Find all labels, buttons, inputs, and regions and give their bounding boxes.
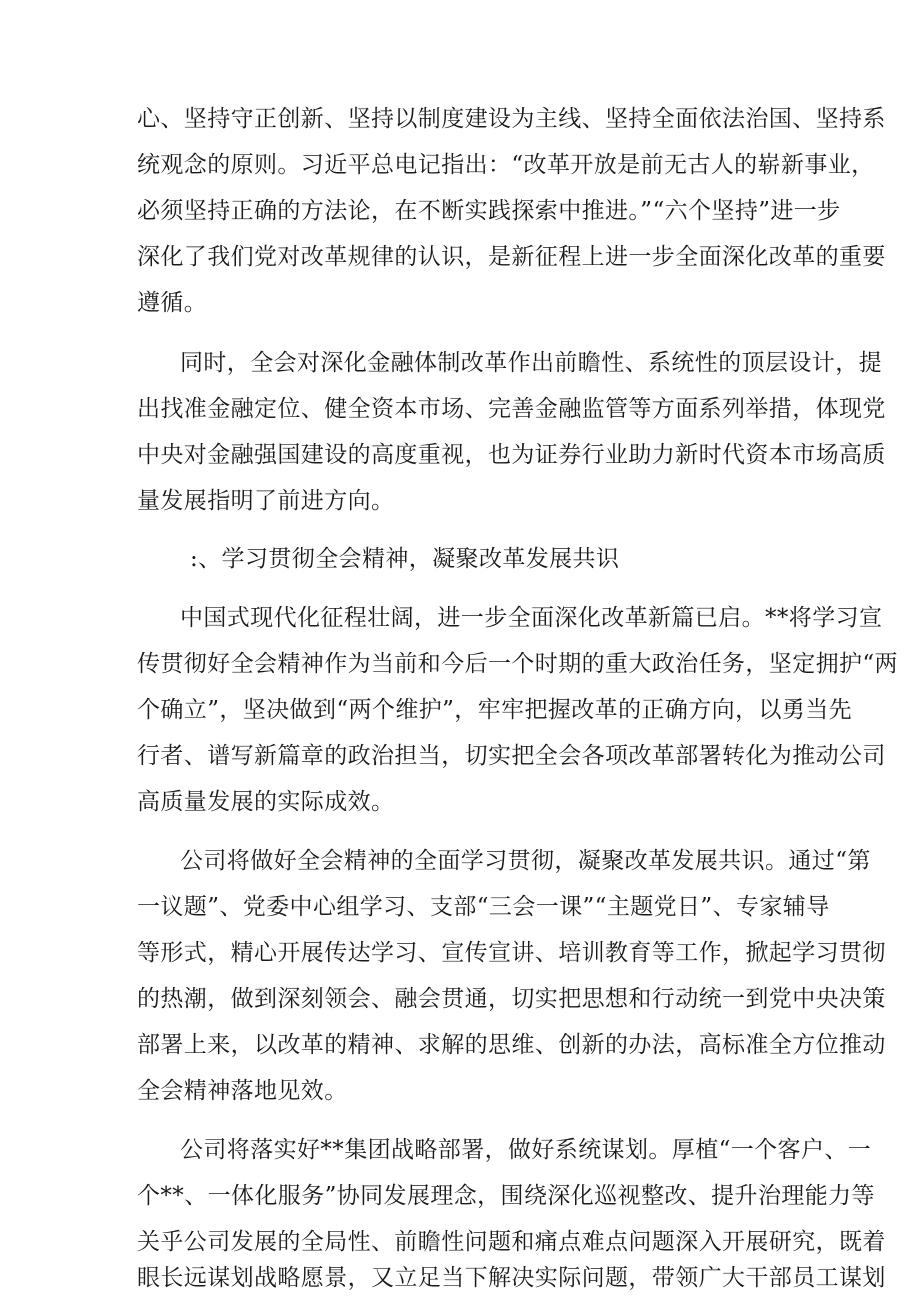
text-line: 量发展指明了前进方向。	[137, 488, 395, 514]
paragraph-start: 中国式现代化征程壮阔，进一步全面深化改革新篇已启。**将学习宣	[180, 605, 883, 631]
text-line: 深化了我们党对改革规律的认识，是新征程上进一步全面深化改革的重要	[137, 244, 886, 270]
section-heading: :、学习贯彻全会精神，凝聚改革发展共识	[190, 546, 620, 572]
paragraph-start: 公司将做好全会精神的全面学习贯彻，凝聚改革发展共识。通过“第	[180, 848, 871, 874]
text-line: 的热潮，做到深刻领会、融会贯通，切实把思想和行动统一到党中央决策	[137, 986, 886, 1012]
text-line: 中央对金融强国建设的高度重视，也为证券行业助力新时代资本市场高质	[137, 442, 886, 468]
text-line: 眼长远谋划战略愿景，又立足当下解决实际问题，带领广大干部员工谋划	[137, 1265, 886, 1291]
text-line: 行者、谱写新篇章的政治担当，切实把全会各项改革部署转化为推动公司	[137, 743, 886, 769]
text-line: 出找准金融定位、健全资本市场、完善金融监管等方面系列举措，体现党	[137, 396, 886, 422]
text-line: 全会精神落地见效。	[137, 1078, 348, 1104]
text-line: 等形式，精心开展传达学习、宣传宣讲、培训教育等工作，掀起学习贯彻	[137, 940, 886, 966]
text-line: 关乎公司发展的全局性、前瞻性问题和痛点难点问题深入开展研究，既着	[137, 1229, 886, 1255]
text-line: 个确立”，坚决做到“两个维护”，牢牢把握改革的正确方向，以勇当先	[137, 697, 853, 723]
text-line: 统观念的原则。习近平总电记指出：“改革开放是前无古人的崭新事业，	[137, 152, 875, 178]
text-line: 心、坚持守正创新、坚持以制度建设为主线、坚持全面依法治国、坚持系	[137, 106, 886, 132]
text-line: 个**、一体化服务”协同发展理念，围绕深化巡视整改、提升治理能力等	[137, 1183, 875, 1209]
text-line: 部署上来，以改革的精神、求解的思维、创新的办法，高标准全方位推动	[137, 1032, 886, 1058]
text-line: 必须坚持正确的方法论，在不断实践探索中推进。”“六个坚持”进一步	[137, 198, 841, 224]
text-line: 一议题”、党委中心组学习、支部“三会一课”“主题党日”、专家辅导	[137, 894, 830, 920]
text-line: 遵循。	[137, 290, 208, 316]
text-line: 高质量发展的实际成效。	[137, 789, 395, 815]
text-line: 传贯彻好全会精神作为当前和今后一个时期的重大政治任务，坚定拥护“两	[137, 651, 898, 677]
paragraph-start: 同时，全会对深化金融体制改革作出前瞻性、系统性的顶层设计，提	[180, 350, 882, 376]
paragraph-start: 公司将落实好**集团战略部署，做好系统谋划。厚植“一个客户、一	[180, 1137, 872, 1163]
